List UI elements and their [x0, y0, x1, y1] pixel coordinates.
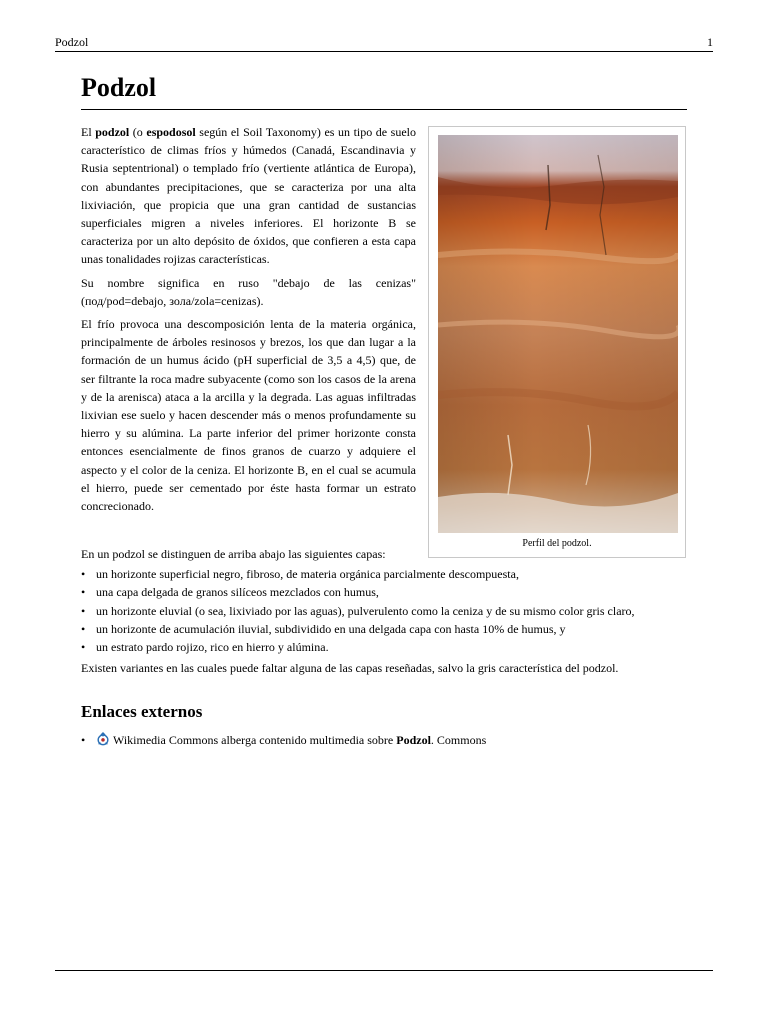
running-header-title: Podzol: [55, 35, 89, 49]
page-number: 1: [707, 35, 713, 49]
etymology-paragraph: Su nombre significa en ruso "debajo de las cenizas" (под/pod=debajo, зола/zola=cenizas).: [81, 275, 416, 308]
list-item: [81, 583, 687, 601]
layers-section: [81, 545, 687, 677]
list-item-text: un horizonte eluvial (o sea, lixiviado por las aguas), pulverulento como la ceniza y de su mismo color gris claro,: [96, 603, 635, 618]
commons-link-subject[interactable]: Podzol: [396, 733, 431, 747]
bullet: •: [81, 733, 86, 747]
bullet: •: [81, 621, 86, 636]
term-podzol: podzol: [95, 125, 130, 139]
bullet: •: [81, 567, 86, 582]
intro-paragraph: [81, 123, 416, 269]
bullet: •: [81, 585, 86, 600]
article-title: Podzol: [81, 72, 687, 110]
soil-profile-figure: [428, 126, 686, 558]
running-header: [55, 36, 713, 52]
list-item: [81, 602, 687, 620]
figure-caption: Perfil del podzol.: [522, 538, 592, 549]
term-espodosol: espodosol: [146, 125, 196, 139]
commons-link-suffix[interactable]: . Commons: [430, 733, 487, 747]
footer-rule: [55, 970, 713, 971]
bullet: •: [81, 603, 86, 618]
list-item: [81, 620, 687, 638]
formation-paragraph: El frío provoca una descomposición lenta de la materia orgánica, principalmente de árboles resinosos y brezos, los que dan lugar a la formación de un humus ácido (pH superficial de 3,5 a 4,5) que, de ser filtrante la roca madre subyacente (como son los casos de la arena y de la arenisca) ataca a la arcilla y la degrada. Las aguas infiltradas lixivian ese suelo y hacen descender más o menos profundamente su hierro y su alúmina. La parte inferior del primer horizonte consta entonces esencialmente de finos granos de cuarzo y adquiere el aspecto y el color de la ceniza. El horizonte B, en el cual se acumula el hierro, puede ser cementado por éste hasta formar un estrato concrecionado.: [81, 317, 416, 514]
wikimedia-commons-icon: [96, 732, 110, 746]
list-item-text: un horizonte de acumulación iluvial, subdividido en una delgada capa con hasta 10% de humus, y: [96, 621, 566, 636]
list-item-text: un estrato pardo rojizo, rico en hierro y alúmina.: [96, 640, 329, 655]
intro-text-start: El: [81, 125, 96, 139]
bullet: •: [81, 640, 86, 655]
list-item: [81, 731, 687, 749]
list-item: [81, 638, 687, 656]
external-links-heading: Enlaces externos: [81, 702, 203, 721]
list-item: [81, 565, 687, 583]
podzol-profile-photo[interactable]: [438, 135, 678, 533]
commons-link-text[interactable]: Wikimedia Commons alberga contenido multimedia sobre: [113, 733, 397, 747]
layers-list: [81, 565, 687, 656]
list-item-text: un horizonte superficial negro, fibroso, de materia orgánica parcialmente descompuesta,: [96, 567, 519, 582]
intro-text-mid: (o: [129, 125, 147, 139]
layers-intro: En un podzol se distinguen de arriba abajo las siguientes capas:: [81, 547, 386, 561]
intro-column: [81, 123, 416, 520]
variants-paragraph: Existen variantes en las cuales puede faltar alguna de las capas reseñadas, salvo la gris característica del podzol.: [81, 661, 619, 676]
list-item-text: una capa delgada de granos silíceos mezclados con humus,: [96, 585, 379, 600]
intro-text-rest: según el Soil Taxonomy) es un tipo de suelo característico de climas fríos y húmedos (Canadá, Escandinavia y Rusia septentrional) o templado frío (vertiente atlántica de Europa), con abundantes precipitaciones, que se caracteriza por una alta lixiviación, que propicia que una gran cantidad de sustancias superficiales migren a niveles inferiores. El horizonte B se caracteriza por un alto depósito de óxidos, que confieren a esta capa unas tonalidades rojizas características.: [81, 125, 417, 267]
external-links-list: [81, 731, 687, 749]
